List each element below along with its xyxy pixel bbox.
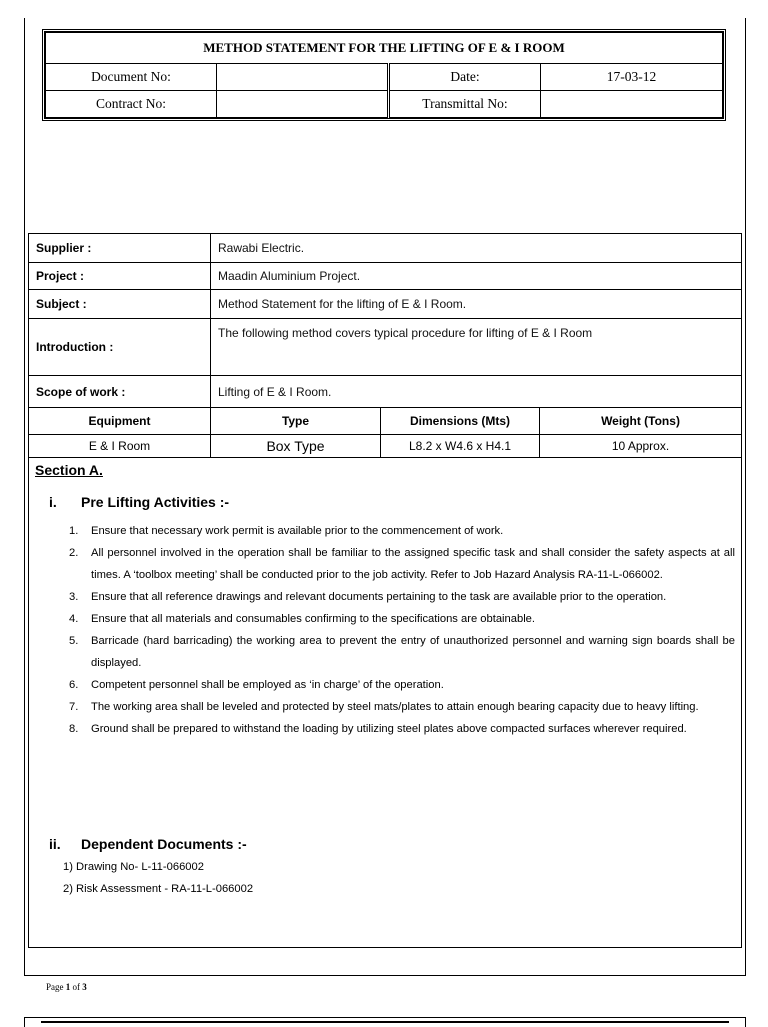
dependent-docs-list — [63, 856, 253, 900]
introduction-label: Introduction : — [29, 319, 211, 376]
list-item — [29, 696, 735, 718]
equipment-table — [28, 407, 742, 458]
supplier-value: Rawabi Electric. — [211, 234, 742, 263]
dimensions-header: Dimensions (Mts) — [381, 408, 540, 435]
item-number: 4. — [69, 613, 79, 625]
item-text: Ensure that all materials and consumables confirming to the specifications are obtainable. — [91, 613, 536, 625]
item-text: All personnel involved in the operation shall be familiar to the assigned specific task and shall consider the safety aspects at all times. A ‘toolbox meeting’ shall be conducted prior to the job activity. Refer to Job Hazard Analysis RA-11-L-066002. — [91, 547, 735, 581]
item-text: Ensure that necessary work permit is available prior to the commencement of work. — [91, 525, 504, 537]
item-text: Ground shall be prepared to withstand the loading by utilizing steel plates above compacted surfaces wherever required. — [91, 723, 687, 735]
item-number: 5. — [69, 635, 79, 647]
subject-value: Method Statement for the lifting of E & I Room. — [211, 290, 742, 319]
document-no-label: Document No: — [46, 64, 217, 91]
activity-list — [29, 520, 735, 740]
item-text: Competent personnel shall be employed as ‘in charge’ of the operation. — [91, 679, 444, 691]
date-value: 17-03-12 — [541, 64, 723, 91]
scope-label: Scope of work : — [29, 376, 211, 408]
item-number: 7. — [69, 701, 79, 713]
weight-cell: 10 Approx. — [540, 435, 742, 458]
document-header — [42, 29, 726, 121]
list-item — [29, 630, 735, 674]
item-number: 2. — [69, 547, 79, 559]
document-no-value — [217, 64, 389, 91]
dependent-title: Dependent Documents :- — [81, 836, 247, 852]
list-item — [29, 586, 735, 608]
info-table — [28, 233, 742, 408]
type-header: Type — [211, 408, 381, 435]
pre-lifting-heading — [49, 494, 229, 510]
pre-lifting-title: Pre Lifting Activities :- — [81, 494, 230, 510]
item-number: 1. — [69, 525, 79, 537]
contract-no-value — [217, 91, 389, 118]
item-number: 3. — [69, 591, 79, 603]
page-total: 3 — [82, 982, 87, 992]
item-text: The working area shall be leveled and protected by steel mats/plates to attain enough bearing capacity due to heavy lifting. — [91, 701, 699, 713]
scope-value: Lifting of E & I Room. — [211, 376, 742, 408]
next-page-edge — [24, 1017, 746, 1027]
item-text: Barricade (hard barricading) the working area to prevent the entry of unauthorized personnel and warning sign boards shall be displayed. — [91, 635, 735, 669]
page-number: 1 — [65, 982, 71, 992]
list-item — [29, 674, 735, 696]
dependent-number: ii. — [49, 836, 61, 852]
list-item — [29, 608, 735, 630]
introduction-value: The following method covers typical procedure for lifting of E & I Room — [211, 319, 742, 376]
date-label: Date: — [389, 64, 541, 91]
list-item — [29, 718, 735, 740]
list-item — [29, 520, 735, 542]
list-item: 1) Drawing No- L-11-066002 — [63, 861, 204, 873]
transmittal-no-label: Transmittal No: — [389, 91, 541, 118]
transmittal-no-value — [541, 91, 723, 118]
section-title: Section A. — [35, 462, 103, 478]
page-footer — [46, 982, 87, 992]
item-number: 6. — [69, 679, 79, 691]
document-title: METHOD STATEMENT FOR THE LIFTING OF E & I ROOM — [46, 33, 723, 64]
dependent-docs-heading — [49, 836, 247, 852]
item-number: 8. — [69, 723, 79, 735]
supplier-label: Supplier : — [29, 234, 211, 263]
contract-no-label: Contract No: — [46, 91, 217, 118]
project-label: Project : — [29, 263, 211, 290]
item-text: Ensure that all reference drawings and relevant documents pertaining to the task are available prior to the operation. — [91, 591, 667, 603]
subject-label: Subject : — [29, 290, 211, 319]
pre-lifting-number: i. — [49, 494, 57, 510]
project-value: Maadin Aluminium Project. — [211, 263, 742, 290]
list-item: 2) Risk Assessment - RA-11-L-066002 — [63, 883, 254, 895]
list-item — [29, 542, 735, 586]
dimensions-cell: L8.2 x W4.6 x H4.1 — [381, 435, 540, 458]
section-content — [28, 458, 742, 948]
weight-header: Weight (Tons) — [540, 408, 742, 435]
equipment-header: Equipment — [29, 408, 211, 435]
type-cell: Box Type — [211, 435, 381, 458]
equipment-cell: E & I Room — [29, 435, 211, 458]
of-word: of — [72, 982, 80, 992]
page-word: Page — [46, 982, 64, 992]
